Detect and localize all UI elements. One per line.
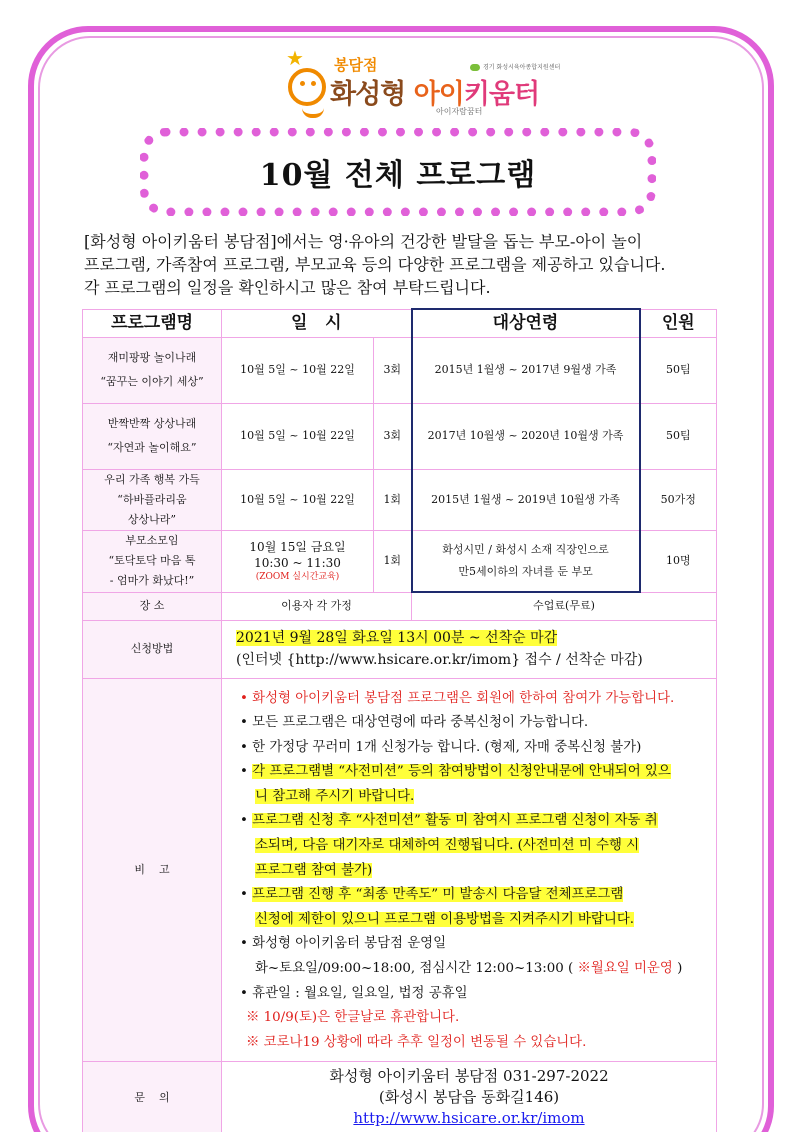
header-name: 프로그램명: [83, 309, 222, 337]
apply-row: [83, 620, 717, 678]
program-date: 10월 5일 ~ 10월 22일: [222, 403, 374, 469]
logo-name: 화성형 아이키움터: [330, 79, 540, 110]
notes-row: [83, 678, 717, 1062]
contact-row: [83, 1062, 717, 1132]
star-icon: ★: [286, 46, 304, 70]
header-date: 일 시: [222, 309, 412, 337]
logo-org: 경기 화성시육아종합지원센터: [470, 62, 560, 71]
logo-branch: 봉담점: [334, 56, 378, 74]
header-target: 대상연령: [412, 309, 640, 337]
program-name: 재미팡팡 놀이나래 “꿈꾸는 이야기 세상”: [83, 337, 222, 403]
table-row: [83, 530, 717, 592]
notes-label: 비 고: [83, 678, 222, 1062]
table-header-row: [83, 309, 717, 337]
fee-value: 수업료(무료): [412, 592, 717, 620]
program-count: 50가정: [640, 469, 717, 530]
program-times: 3회: [374, 403, 412, 469]
place-row: [83, 592, 717, 620]
program-times: 3회: [374, 337, 412, 403]
table-row: [83, 337, 717, 403]
notes-list: • 화성형 아이키움터 봉담점 프로그램은 회원에 한하여 참여가 가능합니다. • 모든 프로그램은 대상연령에 따라 중복신청이 가능합니다. • 한 가정당 꾸러미 1개 신청가능 합니다. (형제, 자매 중복신청 불가) • 각 프로그램별 “사전미션” 등의 참여방법이 신청안내문에 안내되어 있으 니 참고해 주시기 바랍니다. • 프로그램 신청 후 “사전미션” 활동 미 참여시 프로그램 신청이 자동 취 소되며, 다음 대기자로 대체하여 진행됩니다. (사전미션 미 수행 시 프로그램 참여 불가) • 프로그램 진행 후 “최종 만족도” 미 발송시 다음달 전체프로그램 신청에 제한이 있으니 프로그램 이용방법을 지켜주시기 바랍니다. • 화성형 아이키움터 봉담점 운영일 화~토요일/09:00~18:00, 점심시간 12:00~13:00 ( ※월요일 미운영 ) • 휴관일 : 월요일, 일요일, 법정 공휴일 ※ 10/9(토)은 한글날로 휴관합니다. ※ 코로나19 상황에 따라 추후 일정이 변동될 수 있습니다.: [222, 678, 717, 1062]
program-date: 10월 15일 금요일 10:30 ~ 11:30 (ZOOM 실시간교육): [222, 530, 374, 592]
place-value: 이용자 각 가정: [222, 592, 412, 620]
program-date: 10월 5일 ~ 10월 22일: [222, 469, 374, 530]
program-name: 우리 가족 행복 가득 “하바플라리움 상상나라”: [83, 469, 222, 530]
header-count: 인원: [640, 309, 717, 337]
program-times: 1회: [374, 530, 412, 592]
program-target: 2017년 10월생 ~ 2020년 10월생 가족: [412, 403, 640, 469]
program-table: [82, 308, 717, 1132]
program-name: 반짝반짝 상상나래 “자연과 놀이해요”: [83, 403, 222, 469]
place-label: 장 소: [83, 592, 222, 620]
program-date: 10월 5일 ~ 10월 22일: [222, 337, 374, 403]
program-target: 2015년 1월생 ~ 2017년 9월생 가족: [412, 337, 640, 403]
program-times: 1회: [374, 469, 412, 530]
website-link[interactable]: http://www.hsicare.or.kr/imom: [353, 1109, 585, 1128]
contact-label: 문 의: [83, 1062, 222, 1132]
logo: [286, 46, 561, 120]
program-target: 2015년 1월생 ~ 2019년 10월생 가족: [412, 469, 640, 530]
zoom-note: (ZOOM 실시간교육): [255, 571, 340, 582]
page-title: 10월 전체 프로그램: [259, 158, 537, 193]
program-count: 10명: [640, 530, 717, 592]
program-count: 50팀: [640, 403, 717, 469]
smiley-icon: [288, 68, 326, 106]
intro-text: [화성형 아이키움터 봉담점]에서는 영·유아의 건강한 발달을 돕는 부모-아이 놀이 프로그램, 가족참여 프로그램, 부모교육 등의 다양한 프로그램을 제공하고 있습니다. 각 프로그램의 일정을 확인하시고 많은 참여 부탁드립니다.: [84, 232, 666, 297]
title-box: [140, 128, 656, 216]
table-row: [83, 469, 717, 530]
contact-info: 화성형 아이키움터 봉담점 031-297-2022 (화성시 봉담읍 동화길146) http://www.hsicare.or.kr/imom: [222, 1062, 717, 1132]
apply-label: 신청방법: [83, 620, 222, 678]
logo-subtitle: 아이자람꿈터: [436, 107, 483, 116]
table-row: [83, 403, 717, 469]
program-target: 화성시민 / 화성시 소재 직장인으로 만5세이하의 자녀를 둔 부모: [412, 530, 640, 592]
program-count: 50팀: [640, 337, 717, 403]
program-name: 부모소모임 “토닥토닥 마음 톡 - 엄마가 화났다!”: [83, 530, 222, 592]
apply-method: 2021년 9월 28일 화요일 13시 00분 ~ 선착순 마감 (인터넷 {http://www.hsicare.or.kr/imom} 접수 / 선착순 마감): [222, 620, 717, 678]
